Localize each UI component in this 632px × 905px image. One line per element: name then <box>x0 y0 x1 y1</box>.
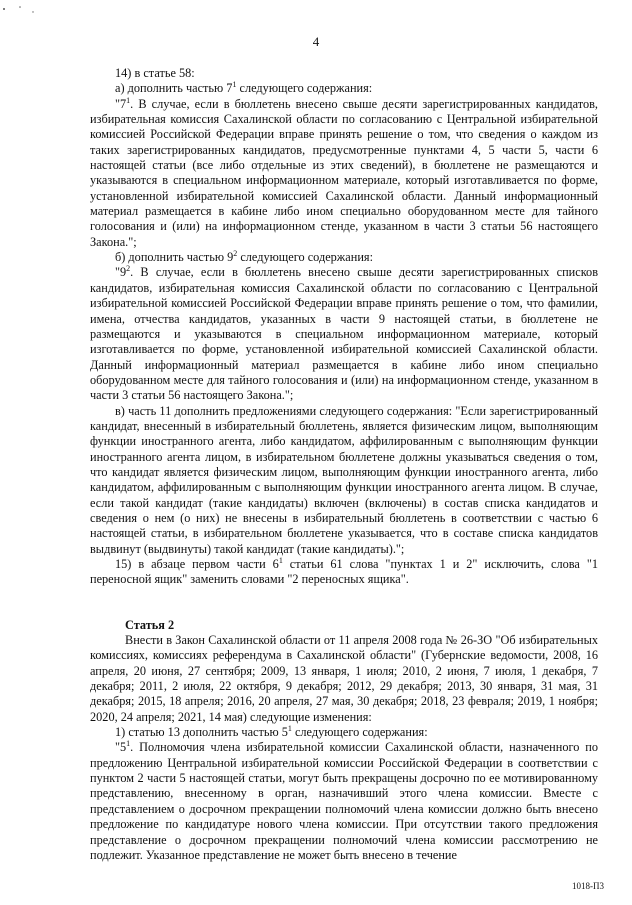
page-number: 4 <box>312 34 320 49</box>
item-14: 14) в статье 58: <box>115 66 195 80</box>
item-14c: в) часть 11 дополнить предложениями следующего содержания: "Если зарегистрированный кандидат, внесенный в избирательный бюллетень, является физическим лицом, выполняющим функции иностранного агента, либо кандидатом, аффилированным с выполняющим функции иностранного агента лицом, в избирательном бюллетене должны указываться сведения о том, что кандидат является физическим лицом, выполняющим функции иностранного агента, либо кандидатом, аффилированным с выполняющим функции иностранного агента лицом. В случае, если такой кандидат (такие кандидаты) включен (включены) в состав списка кандидатов и сведения о нем (о них) не внесены в избирательный бюллетень в соответствии с частью 6 настоящей статьи, в избирательном бюллетене указывается, что в составе списка кандидатов выдвинут (выдвинуты) такой кандидат (такие кандидаты)."; <box>90 403 598 556</box>
item-15: 15) в абзаце первом части $6^1$ статьи 61 слова "пунктах 1 и 2" исключить, слова "1 переносной ящик" заменить словами "2 переносных ящика". <box>90 555 598 587</box>
quote-part-5-1: "$5^1$. Полномочия члена избирательной комиссии Сахалинской области, назначенного по предложению Центральной избирательной комиссии Российской Федерации в соответствии с пунктом 2 части 5 настоящей статьи, могут быть прекращены досрочно по ее мотивированному представлению, внесенному в орган, назначивший этого члена комиссии. Вместе с представлением о досрочном прекращении полномочий члена комиссии должно быть внесено предложение по кандидатуре нового члена комиссии. При отсутствии такого предложения представление о досрочном прекращении полномочий члена комиссии рассмотрению не подлежит. Указанное представление не может быть внесено в течение <box>90 739 598 862</box>
document-body <box>90 66 598 863</box>
item-14a: а) дополнить частью $7^1$ следующего содержания: <box>115 80 373 96</box>
quote-part-9-2: "$9^2$. В случае, если в бюллетень внесено свыше десяти зарегистрированных списков кандидатов, избирательная комиссия Сахалинской области по согласованию с Центральной избирательной комиссией Российской Федерации вправе принять решение о том, что фамилии, имена, отчества кандидатов, указанных в части 9 настоящей статьи, в бюллетене не размещаются и указываются в специальном информационном материале, который изготавливается по форме, установленной избирательной комиссией Сахалинской области. Данный информационный материал размещается в кабине либо ином специально оборудованном месте для тайного голосования и (или) на информационном стенде, указанном в части 3 статьи 56 настоящего Закона."; <box>90 264 598 403</box>
blank-line <box>90 588 598 603</box>
blank-line <box>90 603 598 618</box>
article-2-heading: Статья 2 <box>125 617 175 632</box>
document-code: 1018-П3 <box>572 881 604 891</box>
quote-part-7-1: "$7^1$. В случае, если в бюллетень внесено свыше десяти зарегистрированных кандидатов, избирательная комиссия Сахалинской области по согласованию с Центральной избирательной комиссией Российской Федерации вправе принять решение о том, что сведения о каждом из таких зарегистрированных кандидатов, предусмотренные пунктами 4, 5 части 5, части 6 настоящей статьи (все либо отдельные из этих сведений), в бюллетене не размещаются и указываются в специальном информационном материале, который изготавливается по форме, установленной избирательной комиссией Сахалинской области. Данный информационный материал размещается в кабине либо ином специально оборудованном месте для тайного голосования и (или) на информационном стенде, указанном в части 3 статьи 56 настоящего Закона."; <box>90 95 598 249</box>
scan-specks <box>0 0 60 30</box>
item-14b: б) дополнить частью $9^2$ следующего содержания: <box>115 249 373 265</box>
article-2-item-1: 1) статью 13 дополнить частью $5^1$ следующего содержания: <box>115 724 428 740</box>
article-2-intro: Внести в Закон Сахалинской области от 11 апреля 2008 года № 26-ЗО "Об избирательных комиссиях, комиссиях референдума в Сахалинской области" (Губернские ведомости, 2008, 16 апреля, 20 июня, 27 сентября; 2009, 13 января, 1 июля; 2010, 2 июня, 7 июля, 1 декабря, 7 декабря; 2011, 2 июля, 22 октября, 9 декабря; 2012, 29 декабря; 2013, 30 января, 31 мая, 31 декабря; 2015, 18 апреля; 2016, 20 апреля, 27 мая, 30 декабря; 2018, 23 февраля; 2019, 1 ноября; 2020, 24 апреля; 2021, 14 мая) следующие изменения: <box>90 633 598 724</box>
